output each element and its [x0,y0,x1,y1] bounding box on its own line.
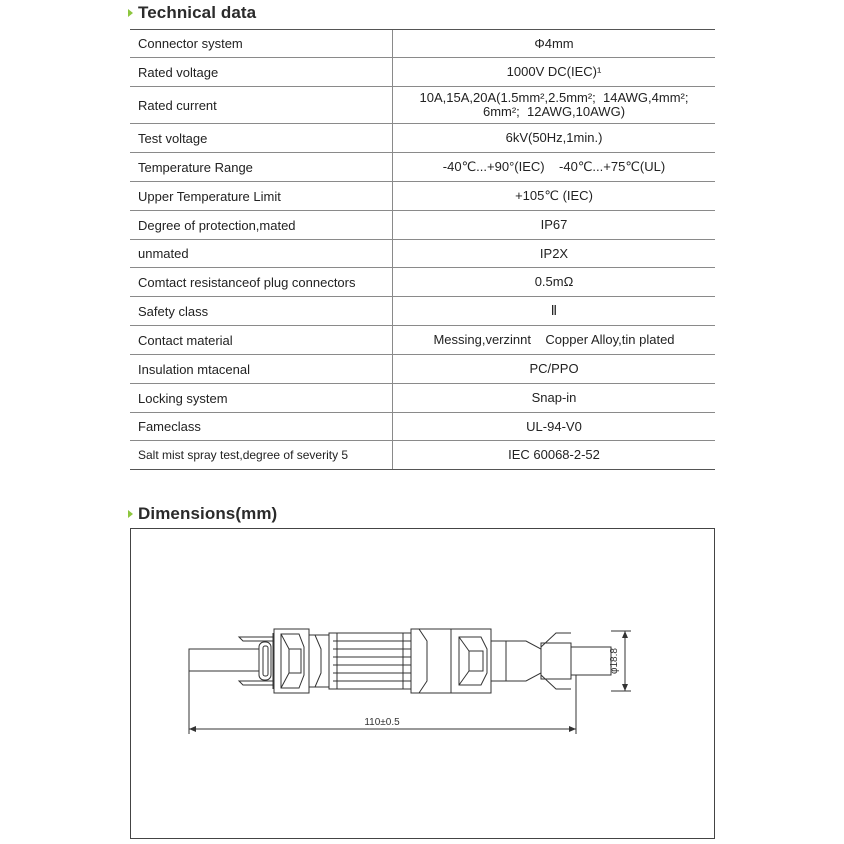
spec-value: 1000V DC(IEC)¹ [393,58,716,87]
spec-value: IP2X [393,240,716,268]
spec-row [130,268,715,297]
spec-label: Upper Temperature Limit [130,182,393,211]
spec-value: Messing,verzinnt Copper Alloy,tin plated [393,326,716,355]
spec-label: Temperature Range [130,153,393,182]
diameter-label: φ18.8 [609,648,620,674]
spec-label: Comtact resistanceof plug connectors [130,268,393,297]
spec-value: 10A,15A,20A(1.5mm²,2.5mm²; 14AWG,4mm²; 6mm²; 12AWG,10AWG) [393,87,716,124]
spec-row [130,153,715,182]
dimensions-title: Dimensions(mm) [138,504,278,523]
spec-value: Snap-in [393,384,716,413]
spec-row [130,384,715,413]
spec-row [130,297,715,326]
technical-data-heading [128,3,256,23]
spec-value: Φ4mm [393,30,716,58]
connector-drawing [131,529,716,840]
spec-row [130,413,715,441]
length-label: 110±0.5 [364,717,400,728]
bottom-clip [239,681,273,685]
dimensions-drawing-frame [130,528,715,839]
technical-data-table [130,29,715,470]
spec-label: unmated [130,240,393,268]
spec-row [130,211,715,240]
spec-value: IP67 [393,211,716,240]
spec-label: Fameclass [130,413,393,441]
spec-row [130,441,715,470]
dimensions-heading [128,504,277,524]
bullet-arrow-icon [128,9,133,17]
spec-row [130,124,715,153]
spec-value: +105℃ (IEC) [393,182,716,211]
spec-label: Safety class [130,297,393,326]
spec-label: Degree of protection,mated [130,211,393,240]
spec-label: Locking system [130,384,393,413]
spec-label: Contact material [130,326,393,355]
spec-row [130,240,715,268]
spec-row [130,58,715,87]
spec-row [130,326,715,355]
spec-label: Test voltage [130,124,393,153]
spec-label: Insulation mtacenal [130,355,393,384]
spec-value: IEC 60068-2-52 [393,441,716,470]
spec-value: UL-94-V0 [393,413,716,441]
spec-label: Rated voltage [130,58,393,87]
spec-value: -40℃...+90°(IEC) -40℃...+75℃(UL) [393,153,716,182]
spec-label: Rated current [130,87,393,124]
spec-row [130,355,715,384]
spec-label: Connector system [130,30,393,58]
spec-value: 0.5mΩ [393,268,716,297]
spec-value: 6kV(50Hz,1min.) [393,124,716,153]
spec-row [130,30,715,58]
technical-data-title: Technical data [138,3,257,22]
spec-value: PC/PPO [393,355,716,384]
spec-value: Ⅱ [393,297,716,326]
left-cable [189,649,259,671]
bullet-arrow-icon [128,510,133,518]
spec-row [130,87,715,124]
spec-row [130,182,715,211]
spec-label: Salt mist spray test,degree of severity 5 [130,441,393,470]
top-clip [239,637,273,641]
